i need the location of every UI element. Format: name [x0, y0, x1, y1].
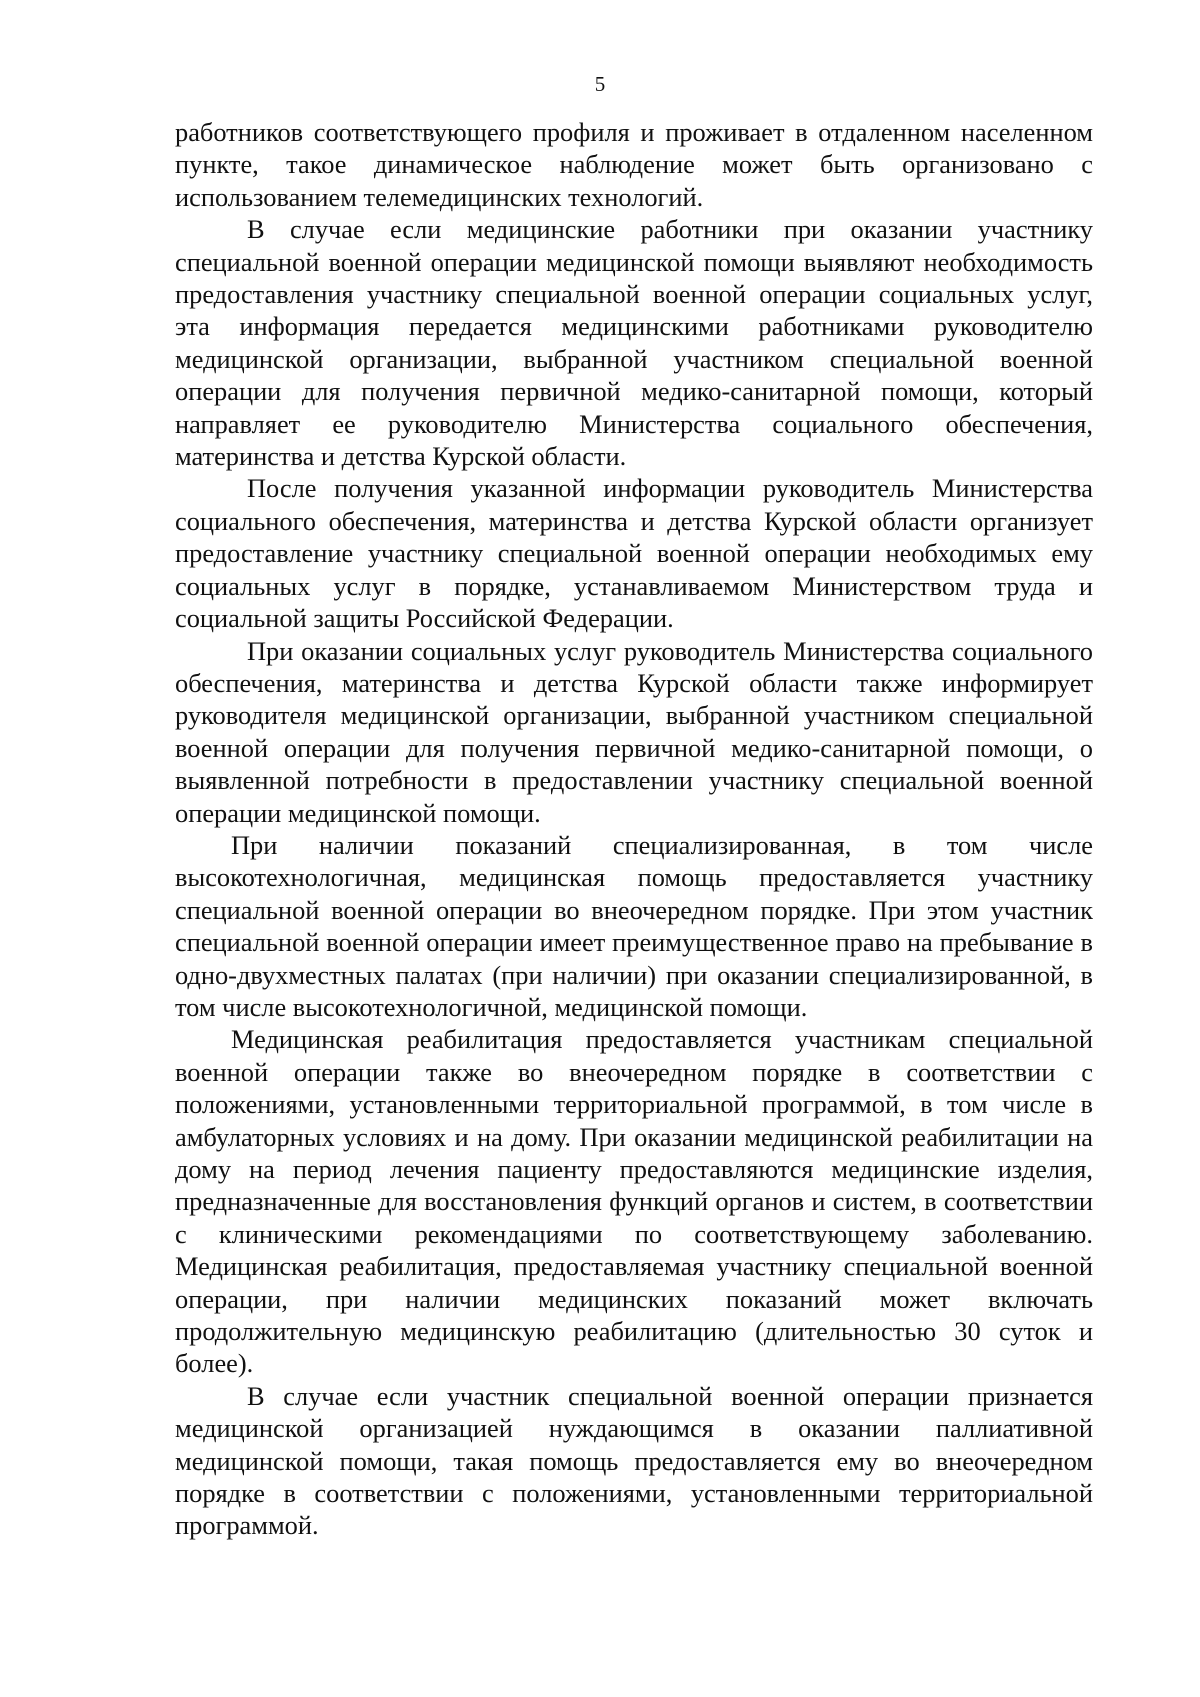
- paragraph-palliative-care: В случае если участник специальной военной операции признается медицинской организацией нуждающимся в оказании паллиативной медицинской помощи, такая помощь предоставляется ему во внеочередном порядке в соответствии с положениями, установленными территориальной программой.: [175, 1380, 1093, 1541]
- document-body: [175, 116, 1093, 1542]
- paragraph-rehabilitation: Медицинская реабилитация предоставляется участникам специальной военной операции также во внеочередном порядке в соответствии с положениями, установленными территориальной программой, в том числе в амбулаторных условиях и на дому. При оказании медицинской реабилитации на дому на период лечения пациенту предоставляются медицинские изделия, предназначенные для восстановления функций органов и систем, в соответствии с клиническими рекомендациями по соответствующему заболеванию. Медицинская реабилитация, предоставляемая участнику специальной военной операции, при наличии медицинских показаний может включать продолжительную медицинскую реабилитацию (длительностью 30 суток и более).: [175, 1024, 1093, 1379]
- paragraph-ministry-organizes: После получения указанной информации руководитель Министерства социального обеспечения, материнства и детства Курской области организует предоставление участнику специальной военной операции необходимых ему социальных услуг в порядке, устанавливаемом Министерством труда и социальной защиты Российской Федерации.: [175, 473, 1093, 634]
- paragraph-specialized-care: При наличии показаний специализированная, в том числе высокотехнологичная, медицинская помощь предоставляется участнику специальной военной операции во внеочередном порядке. При этом участник специальной военной операции имеет преимущественное право на пребывание в одно-двухместных палатах (при наличии) при оказании специализированной, в том числе высокотехнологичной, медицинской помощи.: [175, 829, 1093, 1022]
- paragraph-continuation: работников соответствующего профиля и проживает в отдаленном населенном пункте, такое динамическое наблюдение может быть организовано с использованием телемедицинских технологий.: [175, 117, 1093, 212]
- page-number: 5: [594, 72, 606, 96]
- paragraph-social-services-need: В случае если медицинские работники при оказании участнику специальной военной операции медицинской помощи выявляют необходимость предоставления участнику специальной военной операции социальных услуг, эта информация передается медицинскими работниками руководителю медицинской организации, выбранной участником специальной военной операции для получения первичной медико-санитарной помощи, который направляет ее руководителю Министерства социального обеспечения, материнства и детства Курской области.: [175, 214, 1093, 472]
- paragraph-ministry-informs: При оказании социальных услуг руководитель Министерства социального обеспечения, материнства и детства Курской области также информирует руководителя медицинской организации, выбранной участником специальной военной операции для получения первичной медико-санитарной помощи, о выявленной потребности в предоставлении участнику специальной военной операции медицинской помощи.: [175, 635, 1093, 828]
